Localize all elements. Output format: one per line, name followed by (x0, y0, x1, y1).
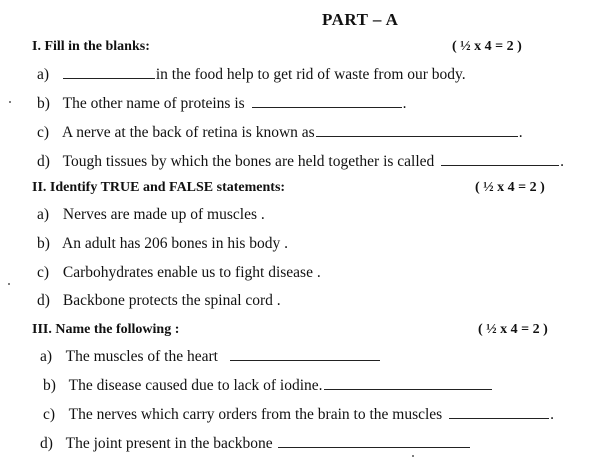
scan-speck (8, 283, 10, 285)
item-label: b) (37, 95, 50, 112)
scan-speck (9, 101, 11, 103)
question-1d (37, 152, 564, 171)
item-label: d) (37, 292, 50, 309)
question-3d (40, 434, 471, 453)
section-3-heading: III. Name the following : (32, 322, 180, 337)
item-label: d) (40, 435, 53, 452)
question-1a (37, 65, 466, 84)
item-text-after: . (402, 95, 407, 112)
item-label: b) (43, 377, 56, 394)
item-text: The other name of proteins is (62, 95, 245, 112)
item-text-after: . (560, 153, 565, 170)
question-3a (40, 347, 381, 366)
question-2c (37, 264, 321, 282)
answer-blank[interactable] (230, 347, 380, 361)
answer-blank[interactable] (316, 123, 518, 137)
section-1-marks: ( ½ x 4 = 2 ) (452, 39, 522, 54)
section-1-heading: I. Fill in the blanks: (32, 39, 150, 54)
item-text: Backbone protects the spinal cord . (62, 292, 281, 309)
item-text: An adult has 206 bones in his body . (62, 235, 289, 252)
question-3c (43, 405, 554, 424)
section-2-heading: II. Identify TRUE and FALSE statements: (32, 180, 286, 195)
item-text: The disease caused due to lack of iodine. (68, 377, 323, 394)
answer-blank[interactable] (63, 65, 155, 79)
item-text: The muscles of the heart (65, 348, 218, 365)
question-2a (37, 206, 265, 224)
page-title: PART – A (322, 10, 399, 29)
answer-blank[interactable] (278, 434, 470, 448)
item-text: Tough tissues by which the bones are held together is called (62, 153, 435, 170)
item-label: a) (37, 66, 50, 83)
item-label: a) (40, 348, 53, 365)
question-3b (43, 376, 493, 395)
item-label: c) (43, 406, 56, 423)
item-text: The joint present in the backbone (65, 435, 273, 452)
item-text-after: . (550, 406, 554, 423)
item-label: d) (37, 153, 50, 170)
item-label: c) (37, 264, 50, 281)
item-text-after: in the food help to get rid of waste from our body. (155, 66, 466, 83)
item-label: c) (37, 124, 50, 141)
answer-blank[interactable] (449, 405, 549, 419)
answer-blank[interactable] (324, 376, 492, 390)
section-3-marks: ( ½ x 4 = 2 ) (478, 322, 548, 337)
item-text: A nerve at the back of retina is known as (62, 124, 315, 141)
question-1b (37, 94, 406, 113)
item-text: Nerves are made up of muscles . (62, 206, 265, 223)
scan-speck (412, 455, 414, 457)
item-label: a) (37, 206, 50, 223)
question-2b (37, 235, 288, 253)
item-text: The nerves which carry orders from the brain to the muscles (68, 406, 443, 423)
question-1c (37, 123, 523, 142)
answer-blank[interactable] (441, 152, 559, 166)
answer-blank[interactable] (252, 94, 402, 108)
section-2-marks: ( ½ x 4 = 2 ) (475, 180, 545, 195)
item-text-after: . (518, 124, 523, 141)
item-label: b) (37, 235, 50, 252)
item-text: Carbohydrates enable us to fight disease . (62, 264, 321, 281)
question-2d (37, 292, 281, 310)
